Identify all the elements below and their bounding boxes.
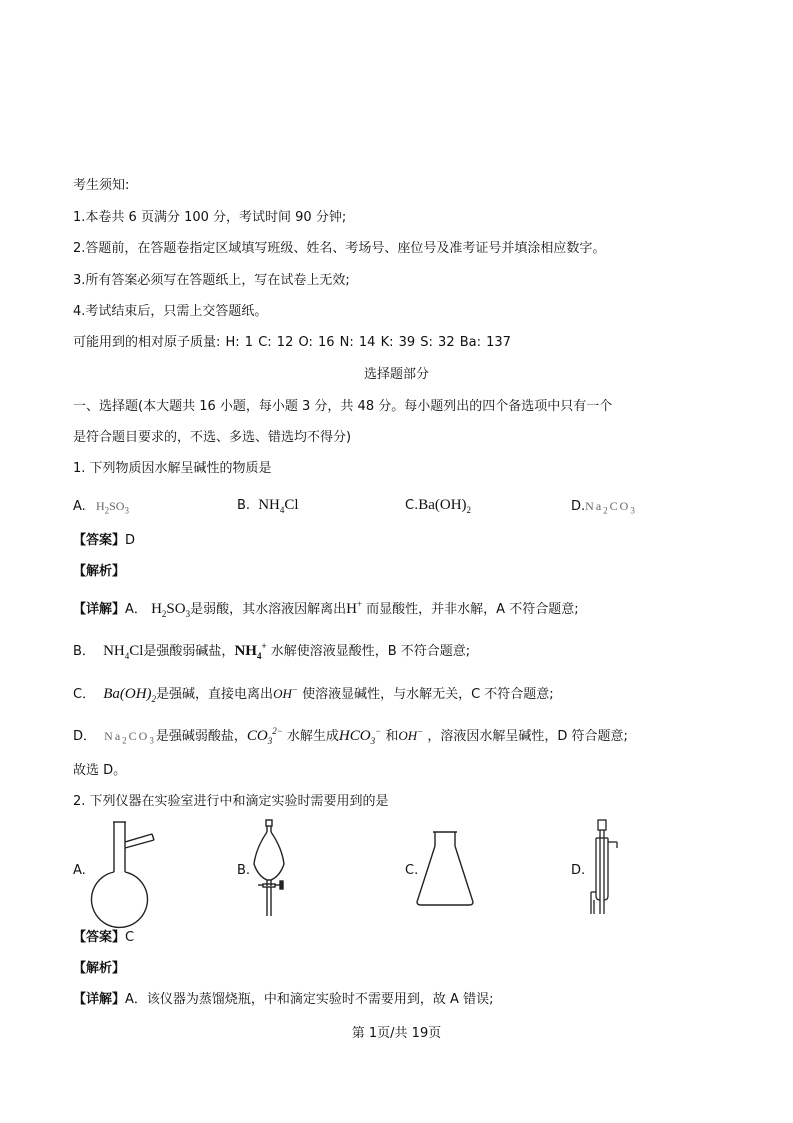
q1-detail-c-ion: OH−: [273, 684, 298, 701]
q1-answer-value: D: [125, 533, 136, 548]
q1-detail-d-text3: 和: [385, 729, 399, 744]
q1-detail-d-ion-hco3: $HCO_3^-$: [338, 726, 382, 746]
q2-detail-a: [73, 991, 493, 1009]
notice-heading: 考生须知:: [73, 178, 130, 193]
q1-option-a: [73, 497, 129, 516]
q2-option-b-label: B.: [237, 863, 251, 878]
q1-option-a-formula: $H_2SO_3$: [95, 499, 129, 516]
q1-detail-a-label: A．: [125, 602, 147, 617]
q1-detail-b-label: B．: [73, 644, 95, 659]
q1-detail-d: [73, 727, 628, 746]
q1-answer-tag: 【答案】: [73, 533, 126, 548]
q1-analysis-tag: 【解析】: [73, 564, 126, 579]
q1-detail-a-text1: 是弱酸，其水溶液因解离出: [190, 602, 347, 617]
q1-detail-a-formula: $H_2SO_3$: [151, 601, 191, 619]
q1-option-d-formula: $Na_2CO_3$: [585, 499, 637, 516]
q1-detail-a-ion: H+: [346, 599, 363, 617]
q1-option-c: [405, 496, 471, 515]
atomic-masses: 可能用到的相对原子质量: H: 1 C: 12 O: 16 N: 14 K: 39 S: 32 Ba: 137: [73, 335, 511, 350]
q2-analysis-tag: 【解析】: [73, 961, 126, 976]
q1-stem: 1. 下列物质因水解呈碱性的物质是: [73, 461, 272, 476]
q1-option-b: [237, 496, 299, 515]
q1-detail-b: [73, 642, 470, 661]
distilling-flask-image: [90, 820, 160, 918]
q1-detail-c: [73, 685, 554, 704]
q1-option-c-formula: $Ba(OH)_2$: [418, 497, 472, 515]
notice-item-4: 4.考试结束后，只需上交答题纸。: [73, 304, 268, 319]
section-intro-2: 是符合题目要求的，不选、多选、错选均不得分): [73, 430, 352, 445]
q1-detail-c-text2: 使溶液显碱性，与水解无关，C 不符合题意;: [302, 687, 554, 702]
q1-detail-a: [73, 600, 579, 619]
q1-detail-b-text2: 水解使溶液显酸性，B 不符合题意;: [270, 644, 471, 659]
q2-answer: [73, 929, 134, 947]
q2-option-a-label: A.: [73, 863, 86, 878]
q2-answer-value: C: [125, 930, 135, 945]
q1-option-d: [571, 497, 637, 516]
q2-stem: 2. 下列仪器在实验室进行中和滴定实验时需要用到的是: [73, 794, 389, 809]
conical-flask-image: [415, 830, 475, 910]
section-intro-1: 一、选择题(本大题共 16 小题，每小题 3 分，共 48 分。每小题列出的四个备选项中只有一个: [73, 399, 613, 414]
q1-detail-d-ion-oh: OH−: [398, 726, 424, 743]
condenser-image: [587, 818, 623, 920]
q1-option-a-label: A.: [73, 499, 86, 514]
q1-conclusion: 故选 D。: [73, 763, 127, 778]
section-title: 选择题部分: [363, 367, 429, 382]
page-footer: 第 1页/共 19页: [351, 1026, 442, 1041]
q1-detail-a-text2: 而显酸性，并非水解，A 不符合题意;: [366, 602, 579, 617]
q1-detail-b-text1: 是强酸弱碱盐，: [143, 644, 235, 659]
q1-detail-c-text1: 是强碱，直接电离出: [156, 687, 274, 702]
q1-answer: [73, 532, 135, 550]
q1-detail-d-text2: 水解生成: [286, 729, 339, 744]
q1-detail-d-label: D．: [73, 729, 97, 744]
q2-option-d-label: D.: [571, 863, 586, 878]
q1-detail-d-text4: ，溶液因水解呈碱性，D 符合题意;: [427, 729, 628, 744]
q1-detail-d-formula: $Na_2CO_3$: [104, 729, 156, 746]
q1-option-c-label: C.: [405, 498, 419, 513]
q1-detail-d-ion-co3: $CO_3^{2-}$: [246, 726, 283, 746]
q2-detail-tag: 【详解】: [73, 992, 126, 1007]
q2-answer-tag: 【答案】: [73, 930, 126, 945]
q1-detail-b-ion: $NH_4^+$: [234, 641, 267, 661]
notice-item-2: 2.答题前，在答题卷指定区域填写班级、姓名、考场号、座位号及准考证号并填涂相应数字。: [73, 241, 606, 256]
q1-detail-d-text1: 是强碱弱酸盐，: [155, 729, 247, 744]
q1-option-d-label: D.: [571, 499, 586, 514]
q1-option-b-formula: $NH_4Cl$: [258, 497, 299, 515]
q1-option-b-label: B.: [237, 498, 251, 513]
q1-detail-c-label: C．: [73, 687, 96, 702]
q1-detail-tag: 【详解】: [73, 602, 126, 617]
q2-detail-a-text: A．该仪器为蒸馏烧瓶，中和滴定实验时不需要用到，故 A 错误;: [125, 992, 494, 1007]
notice-item-3: 3.所有答案必须写在答题纸上，写在试卷上无效;: [73, 273, 350, 288]
notice-item-1: 1.本卷共 6 页满分 100 分，考试时间 90 分钟;: [73, 210, 347, 225]
q1-detail-b-formula: $NH_4Cl$: [103, 643, 144, 661]
q1-detail-c-formula: $Ba(OH)_2$: [103, 686, 157, 704]
separatory-funnel-image: [250, 818, 290, 920]
q2-option-c-label: C.: [405, 863, 419, 878]
